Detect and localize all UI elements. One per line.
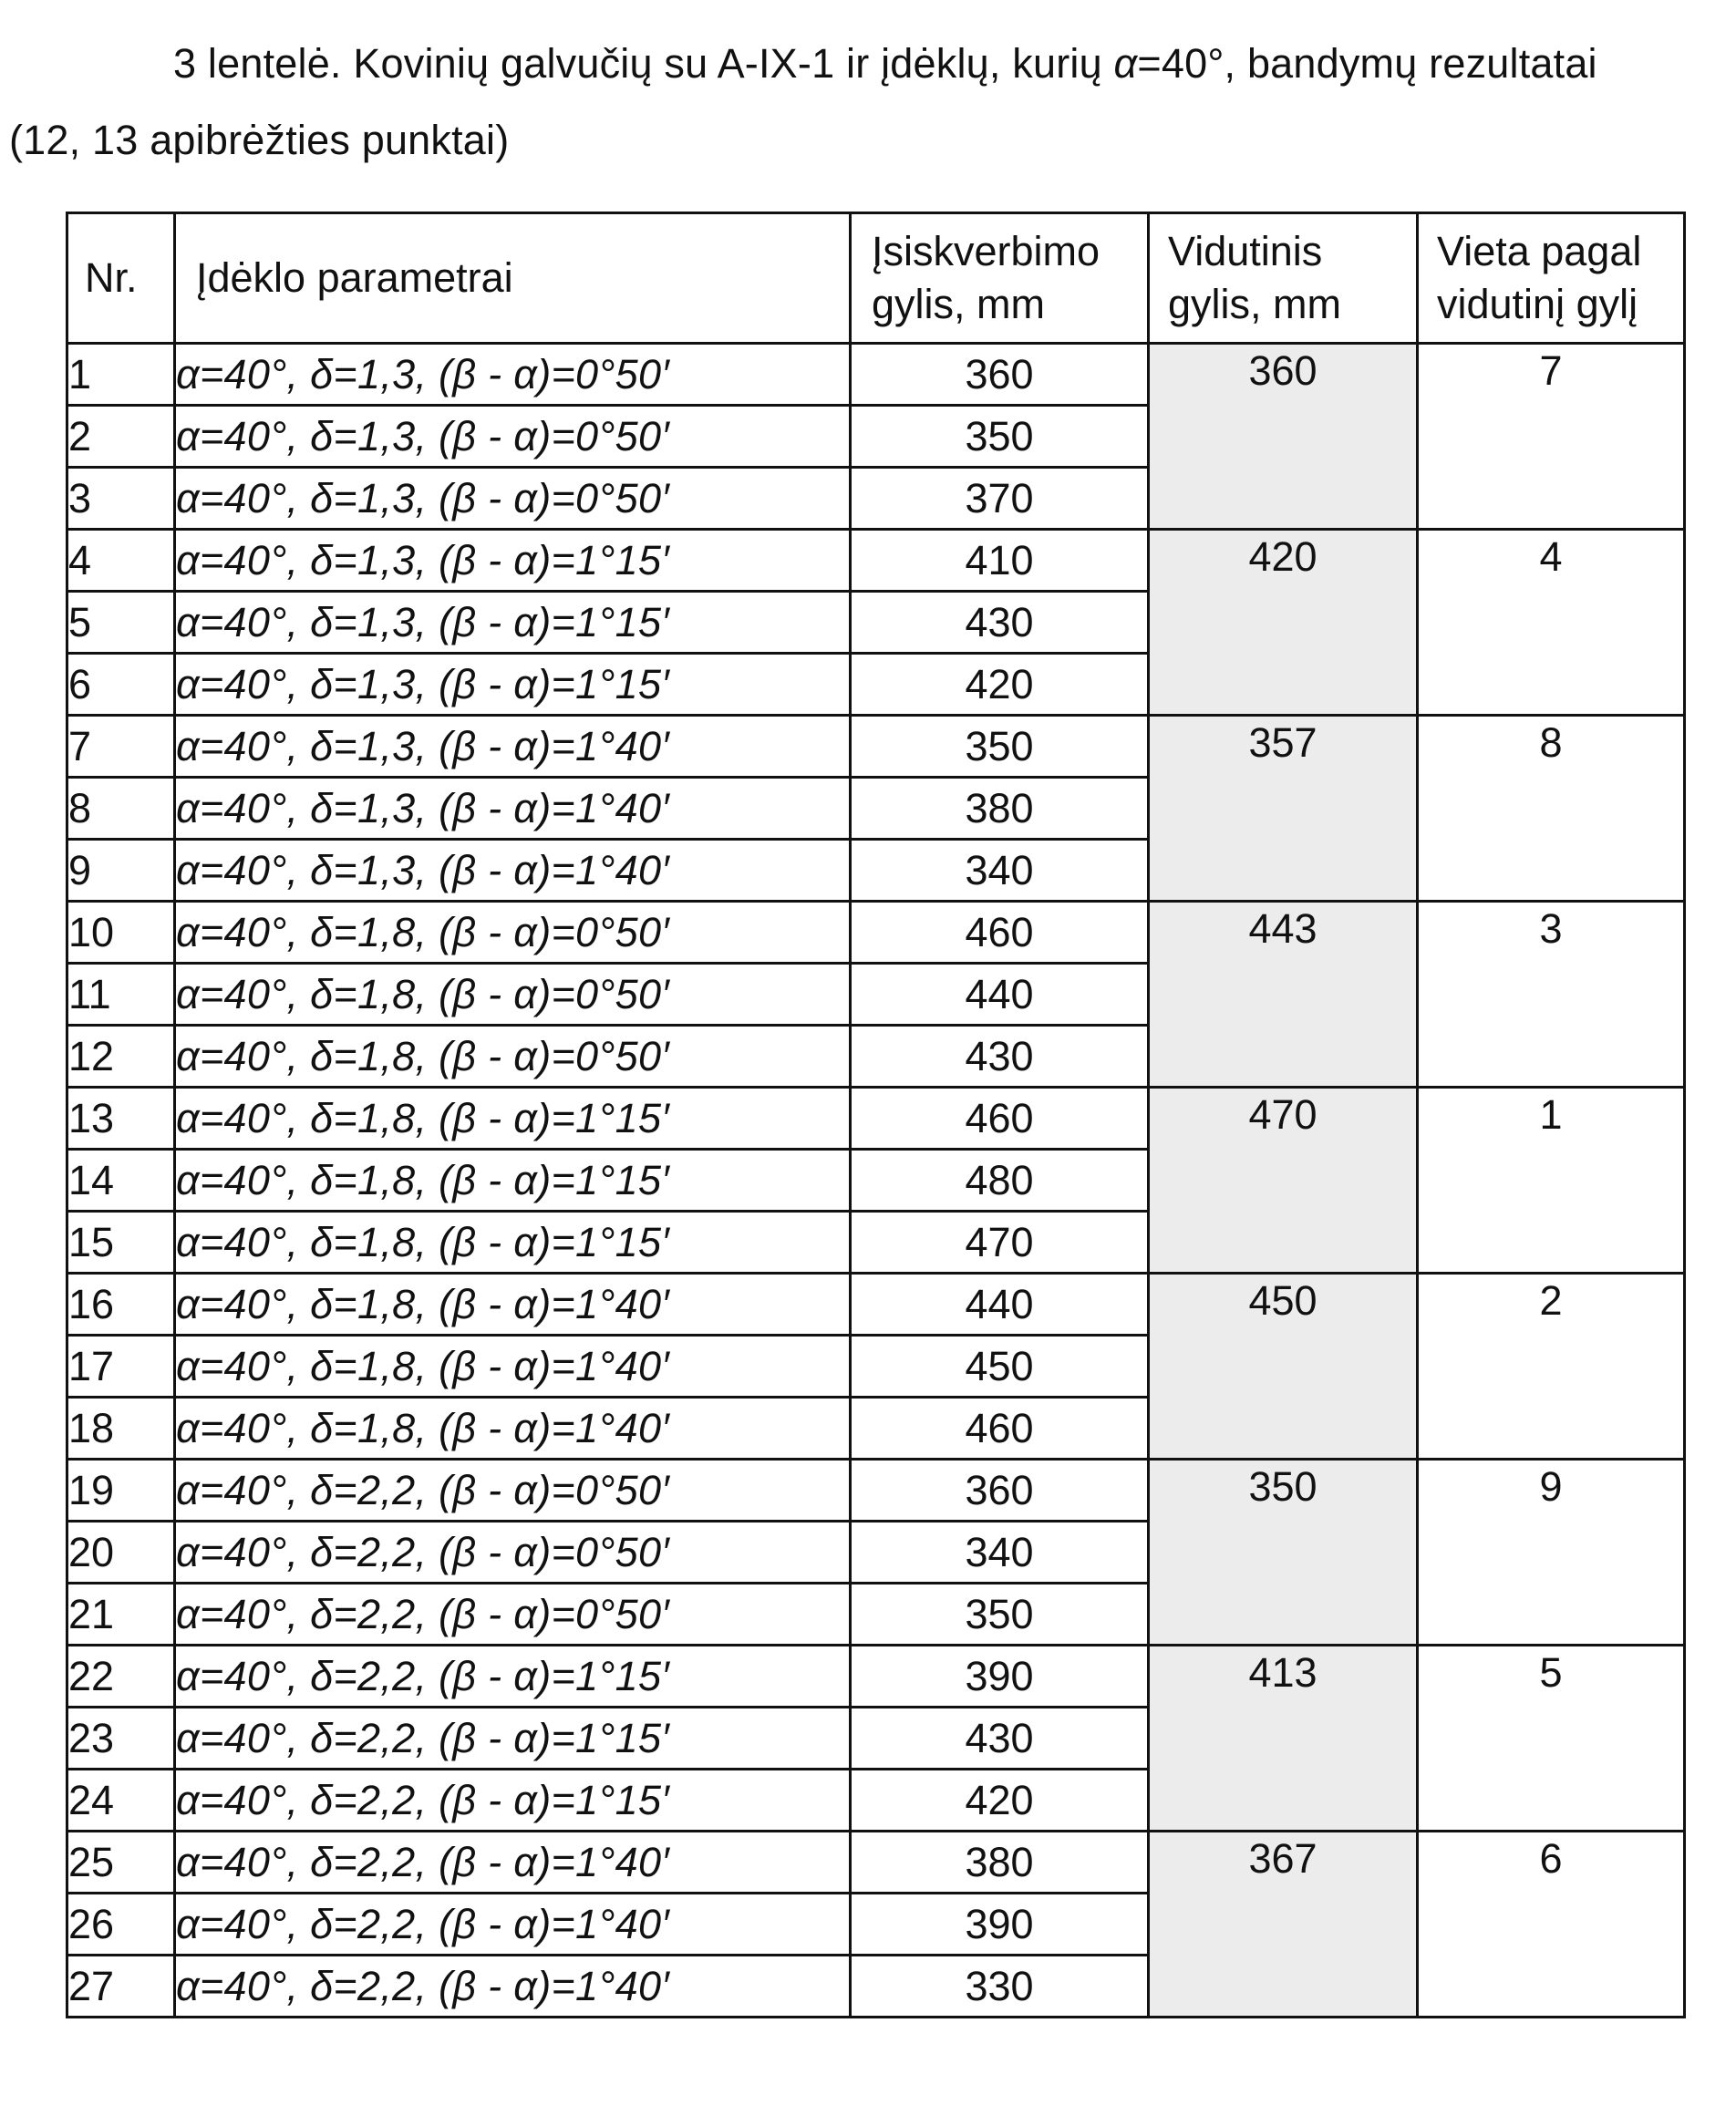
row-number: 2 (67, 406, 175, 468)
group-average (1149, 902, 1418, 1088)
row-number: 27 (67, 1956, 175, 2018)
row-number: 11 (67, 964, 175, 1026)
row-depth: 340 (851, 1522, 1149, 1584)
group-rank (1418, 530, 1685, 716)
group-rank (1418, 1460, 1685, 1646)
row-depth: 450 (851, 1336, 1149, 1398)
group-average (1149, 1088, 1418, 1274)
row-number: 7 (67, 716, 175, 778)
row-depth: 430 (851, 1026, 1149, 1088)
row-number: 8 (67, 778, 175, 840)
row-number: 16 (67, 1274, 175, 1336)
row-params: α=40°, δ=1,8, (β - α)=1°40′ (175, 1398, 851, 1460)
row-depth: 460 (851, 902, 1149, 964)
row-depth: 440 (851, 1274, 1149, 1336)
group-average (1149, 344, 1418, 530)
table-row (67, 1832, 1685, 1894)
row-params: α=40°, δ=1,8, (β - α)=0°50′ (175, 1026, 851, 1088)
table-row (67, 716, 1685, 778)
group-rank-value: 5 (1419, 1646, 1683, 1696)
group-average-value: 420 (1150, 531, 1416, 580)
row-number: 23 (67, 1708, 175, 1770)
row-params: α=40°, δ=1,3, (β - α)=1°15′ (175, 654, 851, 716)
row-depth: 340 (851, 840, 1149, 902)
caption-suffix: =40°, bandymų rezultatai (1137, 40, 1596, 87)
row-depth: 420 (851, 1770, 1149, 1832)
caption-prefix: 3 lentelė. Kovinių galvučių su A-IX-1 ir įdėklų, kurių (173, 40, 1114, 87)
row-number: 3 (67, 468, 175, 530)
row-depth: 390 (851, 1646, 1149, 1708)
group-rank (1418, 1274, 1685, 1460)
group-average-value: 357 (1150, 717, 1416, 766)
row-depth: 350 (851, 1584, 1149, 1646)
row-params: α=40°, δ=2,2, (β - α)=0°50′ (175, 1522, 851, 1584)
group-rank (1418, 344, 1685, 530)
row-depth: 470 (851, 1212, 1149, 1274)
row-depth: 430 (851, 592, 1149, 654)
row-depth: 380 (851, 1832, 1149, 1894)
row-params: α=40°, δ=1,3, (β - α)=0°50′ (175, 344, 851, 406)
row-params: α=40°, δ=1,8, (β - α)=0°50′ (175, 902, 851, 964)
group-average (1149, 530, 1418, 716)
row-depth: 360 (851, 1460, 1149, 1522)
table-row (67, 530, 1685, 592)
header-average (1149, 213, 1418, 344)
header-nr: Nr. (67, 213, 175, 344)
row-params: α=40°, δ=1,8, (β - α)=1°40′ (175, 1336, 851, 1398)
row-depth: 480 (851, 1150, 1149, 1212)
row-params: α=40°, δ=1,8, (β - α)=0°50′ (175, 964, 851, 1026)
group-rank (1418, 902, 1685, 1088)
group-average-value: 413 (1150, 1646, 1416, 1696)
header-depth (851, 213, 1149, 344)
row-number: 1 (67, 344, 175, 406)
row-depth: 380 (851, 778, 1149, 840)
table-row (67, 344, 1685, 406)
row-params: α=40°, δ=1,3, (β - α)=1°15′ (175, 592, 851, 654)
row-params: α=40°, δ=2,2, (β - α)=1°15′ (175, 1708, 851, 1770)
group-rank (1418, 1646, 1685, 1832)
row-params: α=40°, δ=2,2, (β - α)=1°15′ (175, 1770, 851, 1832)
table-caption (0, 26, 1736, 179)
group-average-value: 367 (1150, 1832, 1416, 1882)
group-rank (1418, 1088, 1685, 1274)
header-depth-line1: Įsiskverbimo (872, 228, 1100, 274)
group-average (1149, 1832, 1418, 2018)
row-params: α=40°, δ=2,2, (β - α)=1°40′ (175, 1894, 851, 1956)
group-average-value: 470 (1150, 1089, 1416, 1138)
caption-line-2: (12, 13 apibrėžties punktai) (0, 102, 1736, 179)
caption-alpha-symbol: α (1114, 40, 1138, 87)
row-params: α=40°, δ=2,2, (β - α)=0°50′ (175, 1460, 851, 1522)
group-average (1149, 1646, 1418, 1832)
group-rank-value: 2 (1419, 1275, 1683, 1324)
row-depth: 350 (851, 406, 1149, 468)
header-average-line1: Vidutinis (1168, 228, 1322, 274)
row-number: 24 (67, 1770, 175, 1832)
row-depth: 390 (851, 1894, 1149, 1956)
header-rank-line2: vidutinį gylį (1437, 281, 1638, 327)
row-depth: 460 (851, 1088, 1149, 1150)
group-rank-value: 9 (1419, 1461, 1683, 1510)
group-average (1149, 1274, 1418, 1460)
table-row (67, 1646, 1685, 1708)
row-params: α=40°, δ=2,2, (β - α)=1°40′ (175, 1832, 851, 1894)
table-row (67, 1088, 1685, 1150)
row-params: α=40°, δ=1,3, (β - α)=1°40′ (175, 778, 851, 840)
header-params: Įdėklo parametrai (175, 213, 851, 344)
group-rank (1418, 716, 1685, 902)
row-params: α=40°, δ=1,3, (β - α)=1°40′ (175, 840, 851, 902)
group-average-value: 350 (1150, 1461, 1416, 1510)
group-average-value: 360 (1150, 345, 1416, 394)
row-number: 12 (67, 1026, 175, 1088)
row-number: 17 (67, 1336, 175, 1398)
group-average-value: 450 (1150, 1275, 1416, 1324)
row-number: 21 (67, 1584, 175, 1646)
row-number: 20 (67, 1522, 175, 1584)
group-rank-value: 1 (1419, 1089, 1683, 1138)
row-depth: 330 (851, 1956, 1149, 2018)
group-average (1149, 716, 1418, 902)
row-depth: 420 (851, 654, 1149, 716)
row-depth: 430 (851, 1708, 1149, 1770)
group-rank-value: 6 (1419, 1832, 1683, 1882)
group-rank (1418, 1832, 1685, 2018)
row-number: 26 (67, 1894, 175, 1956)
table-row (67, 1274, 1685, 1336)
group-rank-value: 4 (1419, 531, 1683, 580)
group-average (1149, 1460, 1418, 1646)
row-number: 18 (67, 1398, 175, 1460)
header-rank-line1: Vieta pagal (1437, 228, 1641, 274)
row-depth: 410 (851, 530, 1149, 592)
row-number: 4 (67, 530, 175, 592)
group-rank-value: 8 (1419, 717, 1683, 766)
row-params: α=40°, δ=1,8, (β - α)=1°15′ (175, 1212, 851, 1274)
row-number: 6 (67, 654, 175, 716)
row-depth: 370 (851, 468, 1149, 530)
row-params: α=40°, δ=1,3, (β - α)=1°15′ (175, 530, 851, 592)
row-number: 10 (67, 902, 175, 964)
row-depth: 440 (851, 964, 1149, 1026)
group-average-value: 443 (1150, 903, 1416, 952)
caption-line-1 (0, 26, 1736, 102)
row-depth: 350 (851, 716, 1149, 778)
group-rank-value: 3 (1419, 903, 1683, 952)
group-rank-value: 7 (1419, 345, 1683, 394)
header-average-line2: gylis, mm (1168, 281, 1341, 327)
header-rank (1418, 213, 1685, 344)
row-number: 13 (67, 1088, 175, 1150)
row-depth: 460 (851, 1398, 1149, 1460)
row-params: α=40°, δ=2,2, (β - α)=0°50′ (175, 1584, 851, 1646)
row-number: 14 (67, 1150, 175, 1212)
header-depth-line2: gylis, mm (872, 281, 1045, 327)
row-params: α=40°, δ=1,3, (β - α)=0°50′ (175, 406, 851, 468)
row-params: α=40°, δ=1,3, (β - α)=1°40′ (175, 716, 851, 778)
table-row (67, 1460, 1685, 1522)
row-number: 22 (67, 1646, 175, 1708)
row-number: 25 (67, 1832, 175, 1894)
row-number: 9 (67, 840, 175, 902)
row-params: α=40°, δ=1,3, (β - α)=0°50′ (175, 468, 851, 530)
row-params: α=40°, δ=1,8, (β - α)=1°15′ (175, 1150, 851, 1212)
row-number: 5 (67, 592, 175, 654)
row-params: α=40°, δ=1,8, (β - α)=1°40′ (175, 1274, 851, 1336)
row-number: 19 (67, 1460, 175, 1522)
results-table (66, 212, 1686, 2018)
row-number: 15 (67, 1212, 175, 1274)
header-row (67, 213, 1685, 344)
row-params: α=40°, δ=2,2, (β - α)=1°40′ (175, 1956, 851, 2018)
row-depth: 360 (851, 344, 1149, 406)
row-params: α=40°, δ=1,8, (β - α)=1°15′ (175, 1088, 851, 1150)
row-params: α=40°, δ=2,2, (β - α)=1°15′ (175, 1646, 851, 1708)
table-row (67, 902, 1685, 964)
